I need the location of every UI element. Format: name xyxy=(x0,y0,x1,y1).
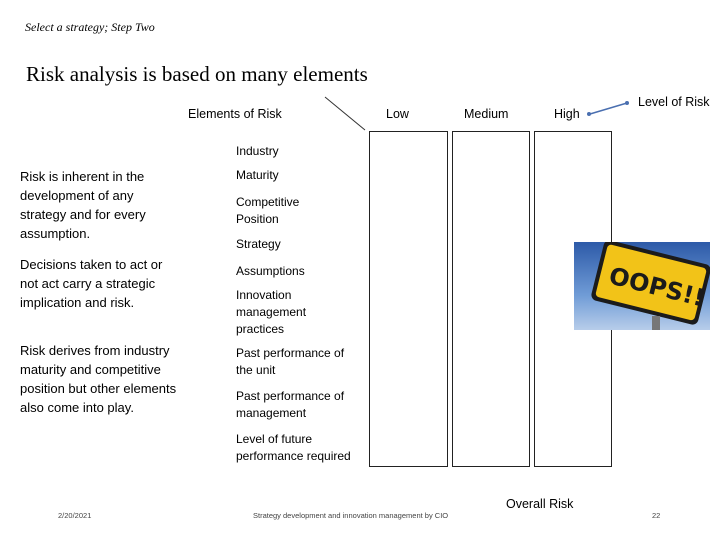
element-past-performance-unit: Past performance of the unit xyxy=(236,346,345,377)
bullet-1: Risk is inherent in the development of any strategy and for every assumption. xyxy=(20,169,146,241)
level-arrow-start-dot xyxy=(587,112,591,116)
element-assumptions: Assumptions xyxy=(236,264,305,278)
header-level-of-risk: Level of Risk xyxy=(638,95,710,109)
element-past-performance-management: Past performance of management xyxy=(236,389,345,420)
level-arrow-end-dot xyxy=(625,101,629,105)
element-competitive-position: Competitive Position xyxy=(236,195,300,226)
footer-date: 2/20/2021 xyxy=(58,511,92,520)
overall-risk-label: Overall Risk xyxy=(506,497,574,511)
bullet-3: Risk derives from industry maturity and competitive position but other elements also come into play. xyxy=(20,343,177,415)
oops-sign-image xyxy=(574,242,710,330)
bullet-2: Decisions taken to act or not act carry a strategic implication and risk. xyxy=(20,257,163,310)
header-elements-of-risk: Elements of Risk xyxy=(188,107,282,121)
slide-subtitle: Select a strategy; Step Two xyxy=(25,20,155,34)
column-medium xyxy=(452,131,530,467)
level-arrow-line xyxy=(590,103,627,114)
header-high: High xyxy=(554,107,580,121)
diagonal-header-line xyxy=(325,97,365,130)
element-future-performance: Level of future performance required xyxy=(236,432,351,463)
header-low: Low xyxy=(386,107,409,121)
element-maturity: Maturity xyxy=(236,168,279,182)
sign-text: OOPS!! xyxy=(606,261,708,313)
footer-page-number: 22 xyxy=(652,511,661,520)
header-medium: Medium xyxy=(464,107,509,121)
element-strategy: Strategy xyxy=(236,237,281,251)
element-industry: Industry xyxy=(236,144,279,158)
slide-title: Risk analysis is based on many elements xyxy=(26,62,368,86)
element-innovation-management: Innovation management practices xyxy=(236,288,307,336)
column-low xyxy=(369,131,448,467)
footer-center-text: Strategy development and innovation management by CIO xyxy=(253,511,449,520)
